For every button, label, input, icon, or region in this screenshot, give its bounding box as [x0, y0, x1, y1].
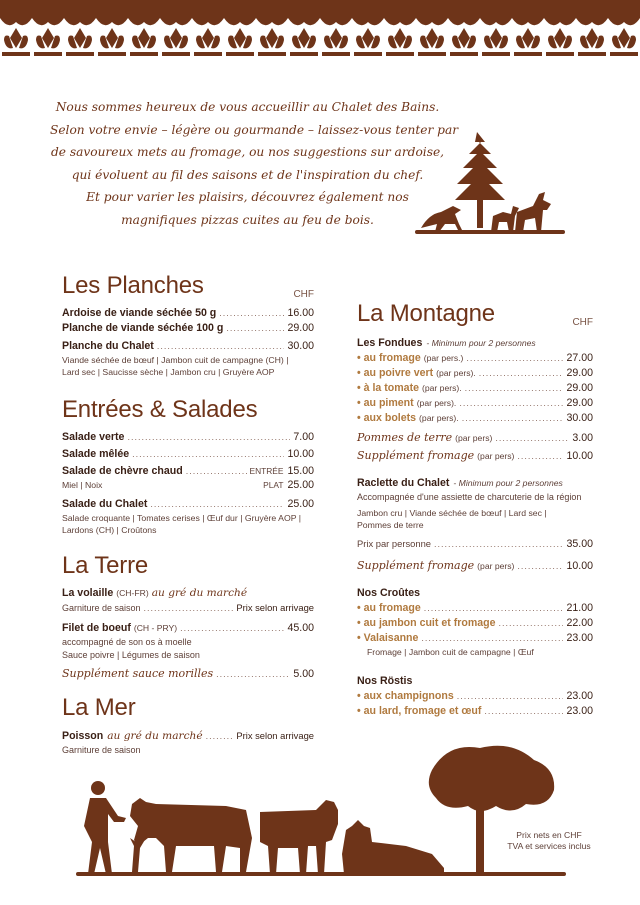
item-price: 23.00 — [566, 690, 593, 702]
item-name: Poisson — [62, 730, 104, 742]
farm-scene-illustration — [76, 742, 566, 882]
leader-dots — [424, 601, 564, 616]
item-unit: (par pers.) — [423, 353, 464, 363]
subsection-heading — [357, 476, 593, 491]
menu-item — [357, 631, 593, 646]
item-price: 15.00 — [287, 465, 314, 477]
leader-dots — [421, 631, 563, 646]
menu-item — [357, 351, 593, 366]
menu-item — [62, 306, 314, 321]
item-price: 5.00 — [293, 668, 314, 680]
leader-dots — [484, 704, 563, 719]
portion-tag: ENTRÉE — [249, 466, 284, 476]
item-unit: (par pers) — [477, 561, 515, 571]
footer-note — [490, 830, 608, 852]
item-price: 29.00 — [566, 382, 593, 394]
menu-item — [62, 497, 314, 512]
item-name: Supplément fromage — [357, 449, 475, 462]
item-price: 27.00 — [566, 352, 593, 364]
menu-item — [62, 621, 314, 636]
item-price: 3.00 — [572, 432, 593, 444]
border-motif — [480, 10, 512, 56]
border-motif — [320, 10, 352, 56]
border-motif — [576, 10, 608, 56]
item-name: Salade du Chalet — [62, 498, 148, 510]
subsection-title: Nos Croûtes — [357, 587, 420, 599]
right-column — [357, 300, 593, 719]
item-price: Prix selon arrivage — [236, 602, 314, 613]
item-name: Planche de viande séchée 100 g — [62, 322, 224, 334]
item-name: • au fromage — [357, 352, 421, 364]
leader-dots — [459, 396, 563, 411]
item-description: Lardons (CH) | Croûtons — [62, 525, 157, 535]
portion-tag: PLAT — [263, 480, 284, 490]
subsection-title: Les Fondues — [357, 337, 423, 349]
border-motif — [32, 10, 64, 56]
subsection-heading — [357, 336, 593, 351]
item-name: Pommes de terre — [357, 431, 453, 444]
section-title: Les Planches — [62, 272, 204, 299]
border-motif — [512, 10, 544, 56]
intro-line: de savoureux mets au fromage, ou nos suggestions sur ardoise, — [50, 145, 445, 159]
item-price: 35.00 — [566, 538, 593, 550]
item-unit: (par pers). — [419, 413, 459, 423]
item-name: • à la tomate — [357, 382, 419, 394]
section-title: Entrées & Salades — [62, 396, 258, 423]
subsection-heading — [357, 586, 593, 601]
intro-line: Selon votre envie – légère ou gourmande – laissez-vous tenter par — [50, 122, 459, 137]
item-unit: (par pers) — [455, 433, 493, 443]
left-column — [62, 272, 314, 756]
leader-dots — [144, 602, 234, 615]
section-title: La Mer — [62, 694, 136, 721]
item-description: Miel | Noix — [62, 480, 103, 490]
intro-line: magnifiques pizzas cuites au feu de bois. — [121, 212, 374, 227]
intro-line: Nous sommes heureux de vous accueillir au Chalet des Bains. — [55, 100, 440, 114]
border-motif — [96, 10, 128, 56]
item-script-note: au gré du marché — [151, 587, 248, 599]
menu-item-detail — [62, 601, 314, 615]
menu-item — [62, 464, 314, 479]
menu-item — [357, 396, 593, 411]
menu-item-variant — [62, 479, 314, 491]
item-description: Salade croquante | Tomates cerises | Œuf dur | Gruyère AOP | — [62, 513, 302, 523]
item-description: Jambon cru | Viande séchée de bœuf | Lard sec | — [357, 508, 547, 518]
item-price: 10.00 — [287, 448, 314, 460]
menu-item — [62, 339, 314, 354]
menu-item — [357, 616, 593, 631]
leader-dots — [495, 431, 569, 446]
item-price: 25.00 — [287, 479, 314, 491]
border-motif — [288, 10, 320, 56]
item-unit: (par pers). — [436, 368, 476, 378]
item-price: 29.00 — [287, 322, 314, 334]
item-origin: (CH-FR) — [116, 588, 149, 598]
item-price: 23.00 — [566, 632, 593, 644]
item-price: 29.00 — [566, 367, 593, 379]
intro-line: qui évoluent au fil des saisons et de l'inspiration du chef. — [71, 167, 424, 182]
item-name: Ardoise de viande séchée 50 g — [62, 307, 217, 319]
section-title: La Montagne — [357, 300, 495, 327]
leader-dots — [517, 449, 563, 464]
subsection-heading — [357, 674, 593, 689]
item-script-note: au gré du marché — [107, 730, 203, 742]
item-name: • au poivre vert — [357, 367, 434, 379]
menu-item — [357, 448, 593, 464]
item-price: 30.00 — [287, 340, 314, 352]
border-motif — [608, 10, 640, 56]
menu-item — [357, 601, 593, 616]
item-price: 10.00 — [566, 450, 593, 462]
border-motif — [192, 10, 224, 56]
item-price: 7.00 — [293, 431, 314, 443]
subsection-note: - Minimum pour 2 personnes — [426, 338, 536, 348]
menu-item — [357, 558, 593, 574]
item-price: 45.00 — [287, 622, 314, 634]
item-name: Prix par personne — [357, 538, 431, 549]
footer-line: TVA et services inclus — [507, 841, 591, 851]
border-motif — [0, 10, 32, 56]
intro-line: Et pour varier les plaisirs, découvrez également nos — [86, 190, 409, 204]
leader-dots — [457, 689, 564, 704]
item-price: 16.00 — [287, 307, 314, 319]
item-unit: (par pers). — [422, 383, 462, 393]
item-name: Salade verte — [62, 431, 125, 443]
leader-dots — [132, 447, 284, 462]
item-name: Supplément fromage — [357, 559, 475, 572]
menu-item — [357, 689, 593, 704]
item-price: 30.00 — [566, 412, 593, 424]
item-description: accompagné de son os à moelle — [62, 637, 192, 647]
menu-item — [357, 704, 593, 719]
intro-text — [50, 96, 459, 231]
menu-item — [357, 381, 593, 396]
item-unit: (par pers) — [477, 451, 515, 461]
menu-item — [357, 537, 593, 552]
leader-dots — [226, 321, 284, 336]
item-origin: (CH - PRY) — [133, 623, 178, 633]
item-description: Fromage | Jambon cuit de campagne | Œuf — [367, 647, 534, 657]
menu-item — [62, 586, 314, 601]
leader-dots — [479, 366, 564, 381]
item-price: 23.00 — [566, 705, 593, 717]
item-name: Salade mêlée — [62, 448, 130, 460]
item-price: 25.00 — [287, 498, 314, 510]
section-mer — [62, 694, 314, 728]
border-motif — [256, 10, 288, 56]
item-unit: (par pers). — [416, 398, 457, 408]
item-name: • aux champignons — [357, 690, 454, 702]
section-planches — [62, 272, 314, 306]
item-price: 22.00 — [566, 617, 593, 629]
section-montagne — [357, 300, 593, 334]
leader-dots — [180, 621, 284, 636]
border-motif — [224, 10, 256, 56]
menu-item — [62, 447, 314, 462]
border-motif — [64, 10, 96, 56]
item-name: • au lard, fromage et œuf — [357, 705, 482, 717]
item-name: Supplément sauce morilles — [62, 667, 214, 680]
leader-dots — [150, 497, 284, 512]
subsection-note: - Minimum pour 2 personnes — [453, 478, 563, 488]
section-title: La Terre — [62, 552, 149, 579]
leader-dots — [465, 381, 564, 396]
border-motif — [160, 10, 192, 56]
section-entrees — [62, 396, 314, 430]
leader-dots — [466, 351, 563, 366]
item-description: Garniture de saison — [62, 745, 141, 755]
leader-dots — [499, 616, 564, 631]
menu-item — [357, 411, 593, 426]
item-description: Pommes de terre — [357, 520, 424, 530]
menu-item — [357, 430, 593, 446]
leader-dots — [127, 430, 290, 445]
subsection-title: Raclette du Chalet — [357, 477, 450, 489]
item-description: Lard sec | Saucisse sèche | Jambon cru | Gruyère AOP — [62, 367, 275, 377]
border-motif — [416, 10, 448, 56]
leader-dots — [462, 411, 564, 426]
item-description: Garniture de saison — [62, 603, 141, 613]
border-motif — [448, 10, 480, 56]
item-name: • au piment — [357, 397, 414, 409]
subsection-title: Nos Röstis — [357, 675, 413, 687]
border-motif — [352, 10, 384, 56]
item-price: 10.00 — [566, 560, 593, 572]
item-name: • aux bolets — [357, 412, 417, 424]
menu-item — [357, 366, 593, 381]
item-name: Filet de boeuf — [62, 622, 131, 634]
item-name: • Valaisanne — [357, 632, 419, 644]
item-price: 21.00 — [566, 602, 593, 614]
border-motif — [544, 10, 576, 56]
leader-dots — [186, 464, 247, 479]
leader-dots — [219, 306, 284, 321]
item-name: Salade de chèvre chaud — [62, 465, 183, 477]
section-terre — [62, 552, 314, 586]
footer-line: Prix nets en CHF — [516, 830, 582, 840]
menu-item — [62, 666, 314, 682]
currency-label: CHF — [572, 317, 593, 328]
item-name: • au jambon cuit et fromage — [357, 617, 496, 629]
item-price: 29.00 — [566, 397, 593, 409]
menu-item — [62, 321, 314, 336]
leader-dots — [216, 667, 290, 682]
tree-and-animals-illustration — [415, 128, 565, 240]
border-motif — [384, 10, 416, 56]
papercut-border — [0, 0, 640, 66]
item-name: Planche du Chalet — [62, 340, 154, 352]
item-price: Prix selon arrivage — [236, 730, 314, 741]
leader-dots — [434, 537, 563, 552]
item-description: Viande séchée de bœuf | Jambon cuit de campagne (CH) | — [62, 355, 289, 365]
leader-dots — [157, 339, 285, 354]
border-motif — [128, 10, 160, 56]
item-description: Sauce poivre | Légumes de saison — [62, 650, 200, 660]
leader-dots — [517, 559, 563, 574]
subsection-subtitle: Accompagnée d'une assiette de charcuterie de la région — [357, 492, 582, 502]
item-name: • au fromage — [357, 602, 421, 614]
currency-label: CHF — [293, 289, 314, 300]
item-name: La volaille — [62, 587, 114, 599]
menu-item — [62, 430, 314, 445]
